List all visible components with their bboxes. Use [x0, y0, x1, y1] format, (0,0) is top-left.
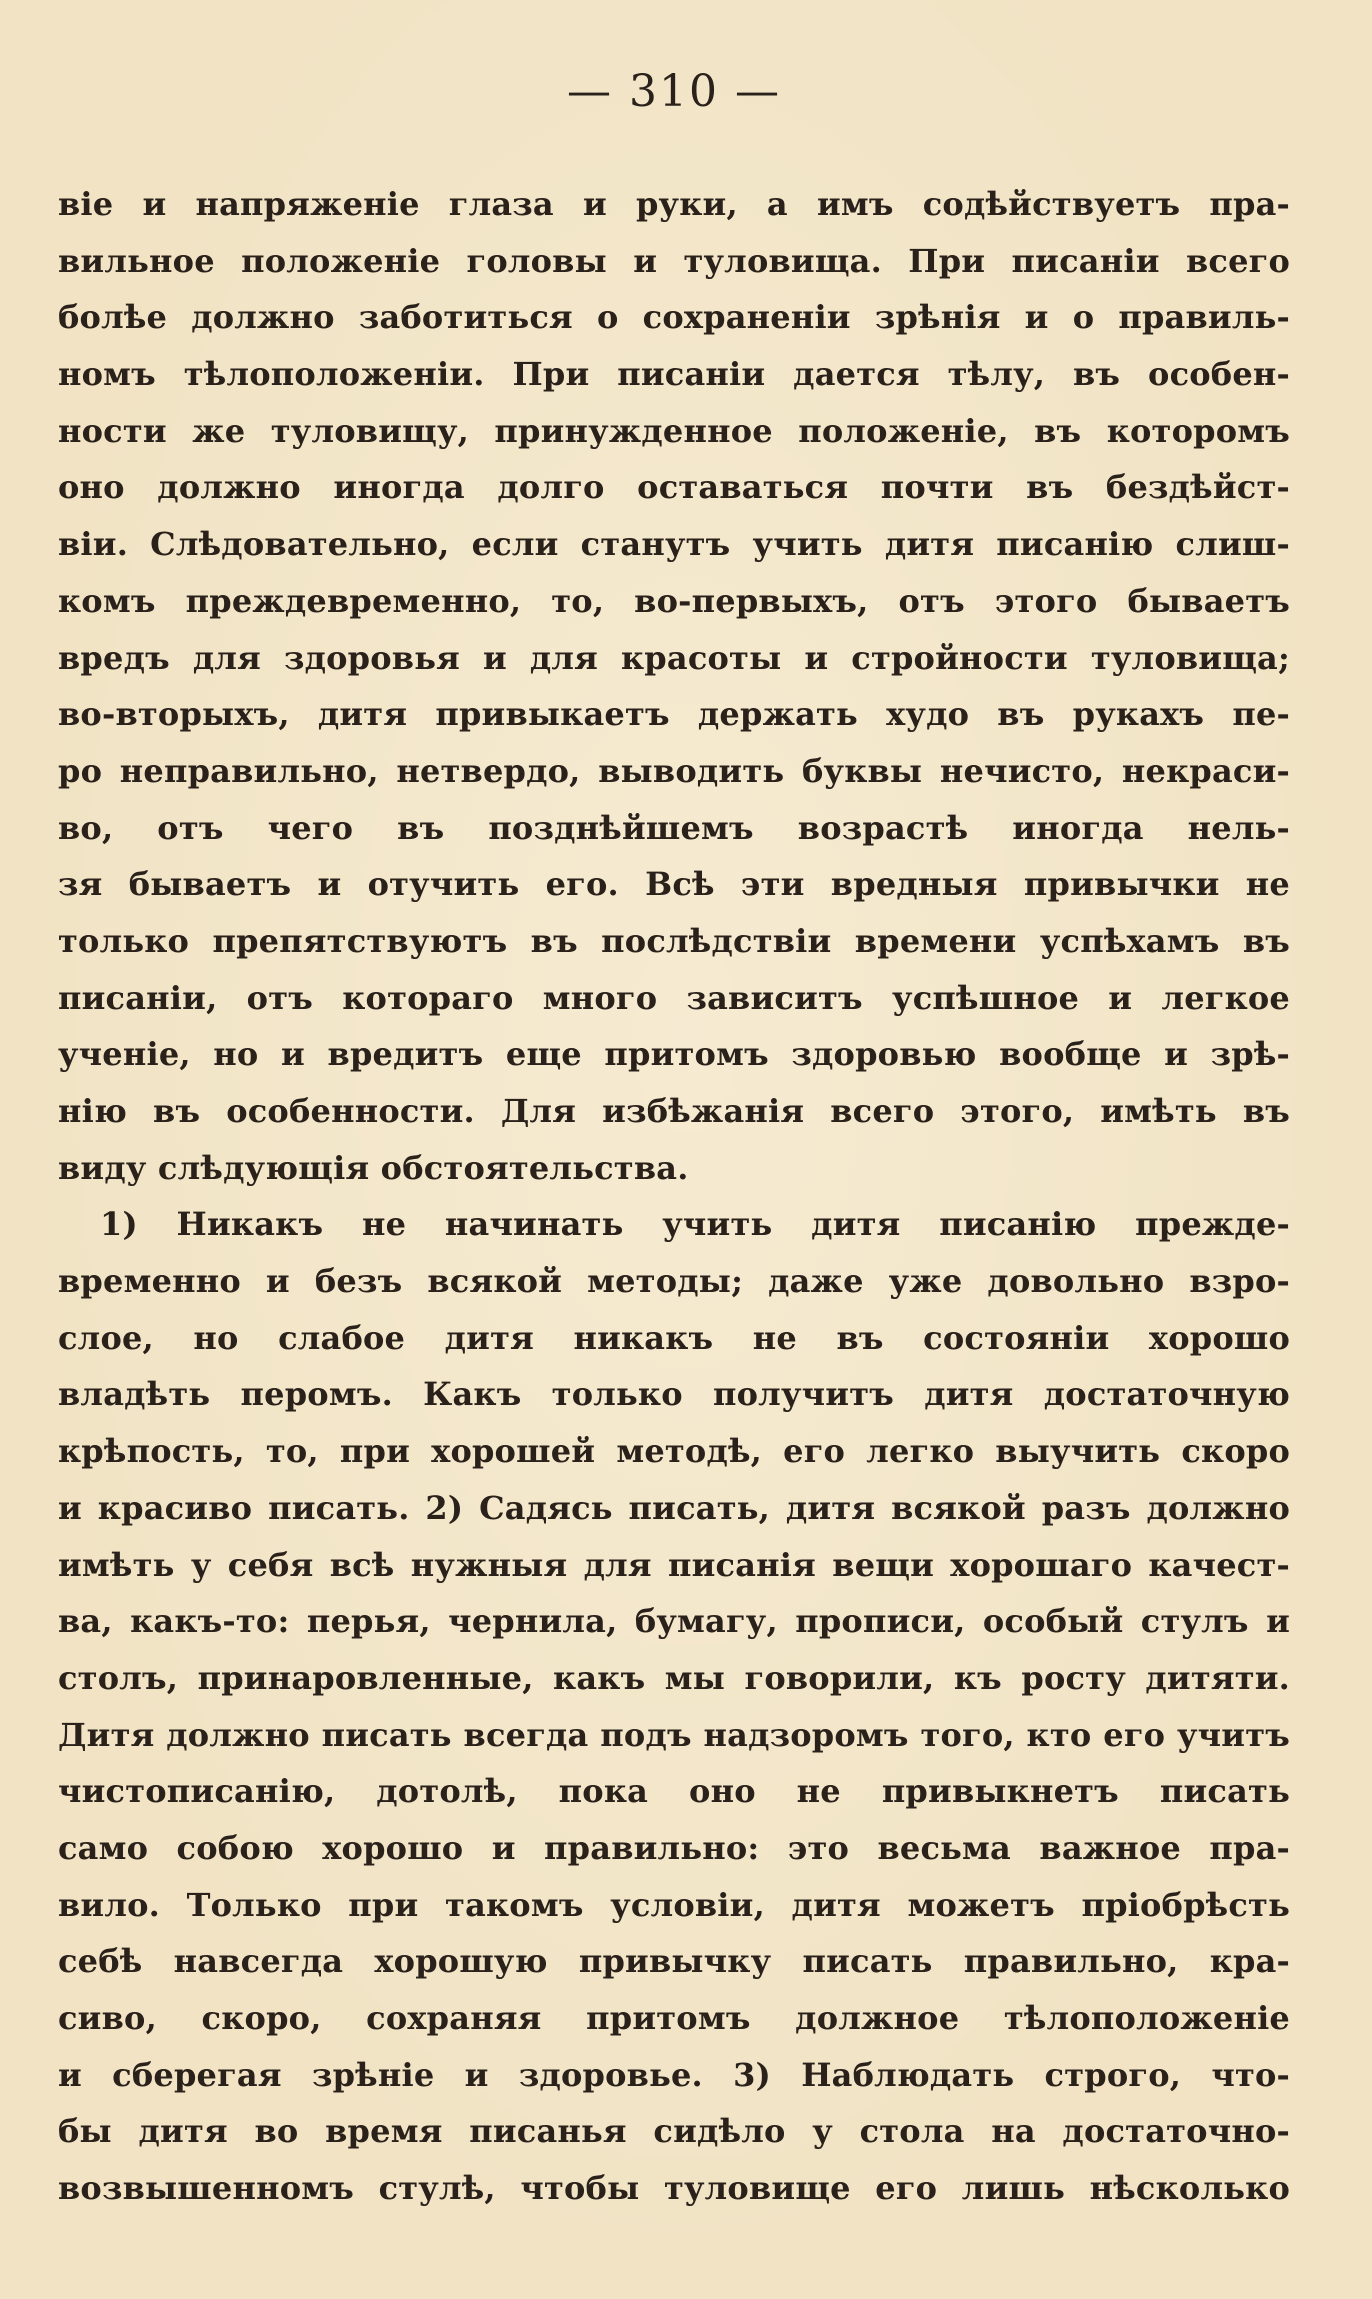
text-line: слое, но слабое дитя никакъ не въ состояніи хорошо [58, 1318, 1290, 1357]
text-line: бы дитя во время писанья сидѣло у стола на достаточно- [58, 2112, 1290, 2151]
text-line: ности же туловищу, принужденное положеніе, въ которомъ [58, 411, 1290, 450]
text-line: оно должно иногда долго оставаться почти въ бездѣйст- [58, 468, 1290, 507]
text-line: писаніи, отъ котораго много зависитъ успѣшное и легкое [58, 978, 1290, 1017]
text-line: во-вторыхъ, дитя привыкаетъ держать худо въ рукахъ пе- [58, 695, 1290, 734]
text-line: только препятствуютъ въ послѣдствіи времени успѣхамъ въ [58, 921, 1290, 960]
text-line: зя бываетъ и отучить его. Всѣ эти вредныя привычки не [58, 865, 1290, 904]
text-line: вило. Только при такомъ условіи, дитя можетъ пріобрѣсть [58, 1885, 1290, 1924]
text-line: владѣть перомъ. Какъ только получитъ дитя достаточную [58, 1375, 1290, 1414]
text-line: крѣпость, то, при хорошей методѣ, его легко выучить скоро [58, 1432, 1290, 1471]
text-line: віи. Слѣдовательно, если станутъ учить дитя писанію слиш- [58, 525, 1290, 564]
text-line: вредъ для здоровья и для красоты и стройности туловища; [58, 638, 1290, 677]
text-line: виду слѣдующія обстоятельства. [58, 1148, 689, 1187]
text-line: имѣть у себя всѣ нужныя для писанія вещи хорошаго качест- [58, 1545, 1290, 1584]
text-line: Дитя должно писать всегда подъ надзоромъ того, кто его учитъ [58, 1715, 1290, 1754]
body-text [58, 176, 1290, 2217]
text-line: столъ, принаровленные, какъ мы говорили, къ росту дитяти. [58, 1658, 1290, 1697]
text-line: болѣе должно заботиться о сохраненіи зрѣнія и о правиль- [58, 298, 1290, 337]
text-line: нію въ особенности. Для избѣжанія всего этого, имѣть въ [58, 1092, 1290, 1130]
text-line: ученіе, но и вредитъ еще притомъ здоровью вообще и зрѣ- [58, 1035, 1290, 1074]
text-line: временно и безъ всякой методы; даже уже довольно взро- [58, 1262, 1290, 1301]
text-line: ва, какъ-то: перья, чернила, бумагу, прописи, особый стулъ и [58, 1602, 1290, 1641]
text-line: само собою хорошо и правильно: это весьма важное пра- [58, 1828, 1290, 1867]
page-number: — 310 — [567, 66, 781, 117]
text-line: чистописанію, дотолѣ, пока оно не привыкнетъ писать [58, 1772, 1290, 1811]
text-line: ро неправильно, нетвердо, выводить буквы нечисто, некраси- [58, 751, 1290, 790]
text-line: и красиво писать. 2) Садясь писать, дитя всякой разъ должно [58, 1488, 1290, 1527]
text-line: 1) Никакъ не начинать учить дитя писанію прежде- [100, 1205, 1290, 1244]
text-line: себѣ навсегда хорошую привычку писать правильно, кра- [58, 1942, 1290, 1981]
text-line: и сберегая зрѣніе и здоровье. 3) Наблюдать строго, что- [58, 2055, 1290, 2094]
text-line: віе и напряженіе глаза и руки, а имъ содѣйствуетъ пра- [58, 185, 1290, 223]
text-line: вильное положеніе головы и туловища. При писаніи всего [58, 241, 1290, 280]
text-line: сиво, скоро, сохраняя притомъ должное тѣлоположеніе [58, 1999, 1290, 2037]
text-line: номъ тѣлоположеніи. При писаніи дается тѣлу, въ особен- [58, 355, 1290, 394]
text-line: во, отъ чего въ позднѣйшемъ возрастѣ иногда нель- [58, 808, 1290, 847]
text-line: комъ преждевременно, то, во-первыхъ, отъ этого бываетъ [58, 581, 1290, 620]
text-line: возвышенномъ стулѣ, чтобы туловище его лишь нѣсколько [58, 2169, 1290, 2208]
